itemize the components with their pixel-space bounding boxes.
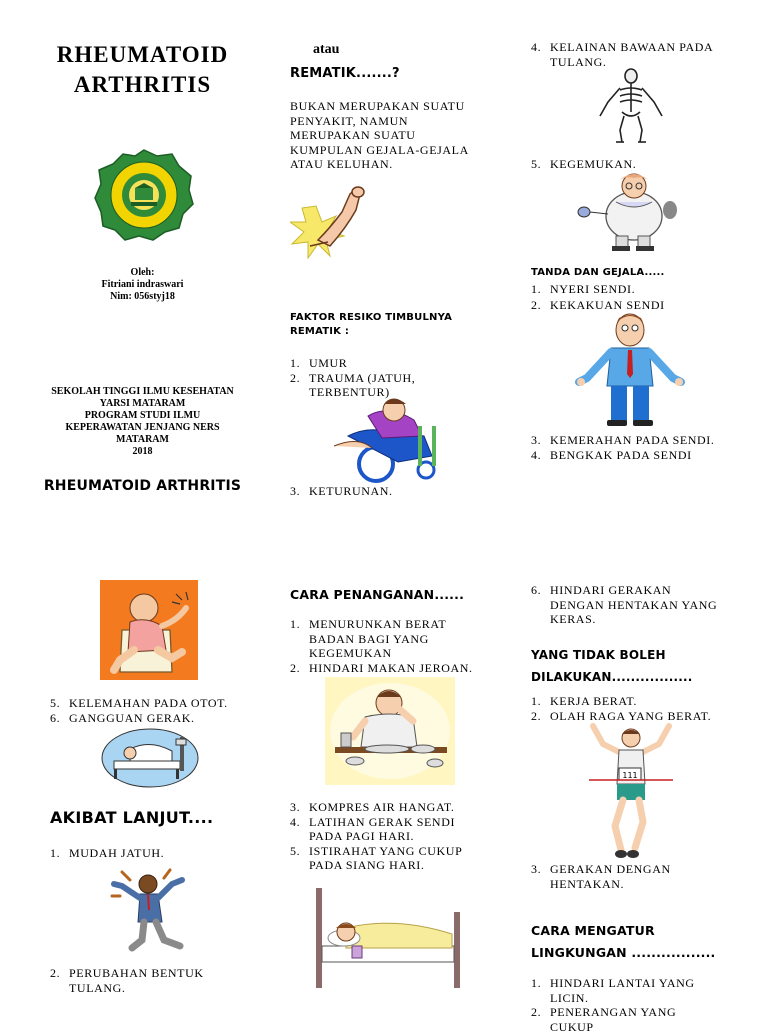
item-number: 2. [531,297,542,312]
lingkungan-list [531,976,756,1034]
item-number: 1. [290,617,301,631]
faktor-heading-line: REMATIK : [290,326,350,337]
item-text-continued: TULANG. [69,980,126,995]
skeleton-clipart [592,68,670,144]
item-text: UMUR [309,356,348,370]
tidak-boleh-heading [531,644,693,688]
item-text: OLAH RAGA YANG BERAT. [550,708,712,723]
resting-in-bed-clipart [316,888,462,988]
item-number: 5. [50,696,61,710]
institution-line: MATARAM [116,434,169,445]
item-text-continued: BADAN BAGI YANG [309,631,429,646]
item-number: 1. [531,976,542,990]
item-text-continued: LICIN. [550,990,589,1005]
item-text: KEGEMUKAN. [550,157,637,171]
list-item [531,694,711,709]
item-number: 5. [290,843,301,858]
item-number: 4. [290,814,301,829]
item-number: 3. [290,484,301,498]
institution-line: YARSI MATARAM [99,398,186,409]
item-number: 3. [531,433,542,447]
list-item [290,844,490,873]
falling-man-clipart [108,866,190,952]
akibat-item-2 [50,966,250,995]
author-block [60,267,225,303]
list-item [531,433,715,448]
list-item [531,709,711,724]
akibat-heading: AKIBAT LANJUT.... [50,808,214,827]
tanda-list-2 [531,433,715,462]
item-text: PERUBAHAN BENTUK [69,966,204,980]
item-text: TRAUMA (JATUH, [309,370,416,385]
tanda-heading: TANDA DAN GEJALA..... [531,267,665,278]
item-number: 2. [531,1005,542,1019]
list-item [531,282,665,297]
item-text: MENURUNKAN BERAT [309,617,447,631]
item-number: 1. [531,282,542,296]
title-line-2: ARTHRITIS [73,72,212,97]
item-number: 4. [531,447,542,462]
item-number: 1. [531,694,542,708]
institution-block [30,386,255,458]
tidak-boleh-list [531,694,711,723]
list-item [531,298,665,313]
item-number: 3. [531,862,542,876]
item-number: 1. [50,846,61,860]
heading-line: YANG TIDAK BOLEH [531,648,666,662]
hindari-gerakan-item [531,583,756,627]
list-item [531,1005,756,1034]
list-item [50,711,228,726]
list-item [290,356,480,371]
author-name: Fitriani indraswari [101,279,184,290]
faktor-list [290,356,480,400]
item-text: KETURUNAN. [309,484,393,498]
item-text: KOMPRES AIR HANGAT. [309,800,455,814]
definition-line: PENYAKIT, NAMUN [290,113,409,128]
institution-line: KEPERAWATAN JENJANG NERS [65,422,220,433]
item-number: 2. [290,370,301,385]
fat-doctor-clipart [576,172,684,252]
item-number: 6. [531,583,542,597]
gerakan-hentakan-item [531,862,756,891]
item-text-continued: TULANG. [550,54,607,69]
definition-line: ATAU KELUHAN. [290,157,393,171]
item-number: 2. [50,966,61,980]
author-label: Oleh: [130,267,155,278]
painful-elbow-clipart [290,184,370,266]
item-text: GERAKAN DENGAN [550,862,671,876]
item-number: 5. [531,157,542,171]
list-item [290,815,490,844]
institution-logo [93,148,195,242]
list-item [531,976,756,1005]
item-number: 4. [531,40,542,54]
item-number: 3. [290,800,301,814]
runner-bib-number: 111 [622,771,638,780]
akibat-item-1 [50,846,164,861]
definition-line: KUMPULAN GEJALA-GEJALA [290,142,469,157]
item-text: KELAINAN BAWAAN PADA [550,40,714,54]
item-number: 2. [531,708,542,723]
kelainan-item [531,40,756,69]
sick-man-chair-clipart [100,580,198,680]
doc-title [30,40,255,100]
list-item [290,617,490,661]
item-text: KERJA BERAT. [550,694,637,708]
hospital-bed-clipart [100,727,200,789]
heading-line: LINGKUNGAN ................. [531,945,716,960]
tanda-list [531,282,665,312]
item-text-continued: KEGEMUKAN [309,646,392,660]
item-text: LATIHAN GERAK SENDI [309,814,456,829]
item-text: KEKAKUAN SENDI [550,297,665,312]
kegemukan-item [531,157,636,172]
institution-year: 2018 [132,446,153,457]
item-text-continued: HENTAKAN. [550,876,625,891]
item-number: 6. [50,710,61,725]
rematik-definition [290,99,490,172]
item-text-continued: PADA PAGI HARI. [309,829,415,843]
faktor-heading [290,311,452,339]
institution-line: SEKOLAH TINGGI ILMU KESEHATAN [51,386,234,397]
footer-title: RHEUMATOID ARTHRITIS [43,478,242,494]
institution-line: PROGRAM STUDI ILMU [84,410,201,421]
author-nim: Nim: 056styj18 [110,291,175,302]
item-text: PENERANGAN YANG [550,1005,677,1019]
item-text-continued: PADA SIANG HARI. [309,858,425,872]
item-text: NYERI SENDI. [550,282,636,296]
item-number: 2. [290,660,301,675]
faktor-heading-line: FAKTOR RESIKO TIMBULNYA [290,312,453,323]
rematik-heading: REMATIK.......? [290,66,400,81]
item-text: HINDARI LANTAI YANG [550,976,695,990]
heading-line: CARA MENGATUR [531,923,655,938]
man-eating-clipart [325,677,455,785]
lingkungan-heading [531,920,716,964]
penanganan-heading: CARA PENANGANAN...... [290,587,465,602]
item-text: HINDARI GERAKAN [550,583,672,597]
definition-line: BUKAN MERUPAKAN SUATU [290,99,465,113]
item-text-continued: CUKUP [550,1019,594,1034]
item-text: ISTIRAHAT YANG CUKUP [309,843,463,858]
list-item [531,448,715,463]
gejala-list-cont [50,696,228,725]
item-text: GANGGUAN GERAK. [69,710,195,725]
item-text-continued: TERBENTUR) [309,385,390,399]
list-item [50,696,228,711]
confused-man-clipart [575,312,685,430]
item-text: HINDARI MAKAN JEROAN. [309,660,473,675]
heading-line: DILAKUKAN................. [531,670,693,684]
item-text: KELEMAHAN PADA OTOT. [69,696,228,710]
faktor-item-3 [290,484,393,499]
runner-clipart [585,722,677,862]
item-text-continued: KERAS. [550,612,596,626]
item-number: 1. [290,356,301,370]
penanganan-list-2 [290,800,490,873]
list-item [290,800,490,815]
item-text: BENGKAK PADA SENDI [550,447,692,462]
definition-line: MERUPAKAN SUATU [290,128,416,142]
item-text-continued: DENGAN HENTAKAN YANG [550,597,718,612]
list-item [290,661,490,676]
penanganan-list-1 [290,617,490,675]
wheelchair-man-clipart [328,396,456,484]
item-text: MUDAH JATUH. [69,846,165,860]
atau-label: atau [313,42,340,57]
title-line-1: RHEUMATOID [56,42,229,67]
item-text: KEMERAHAN PADA SENDI. [550,433,715,447]
